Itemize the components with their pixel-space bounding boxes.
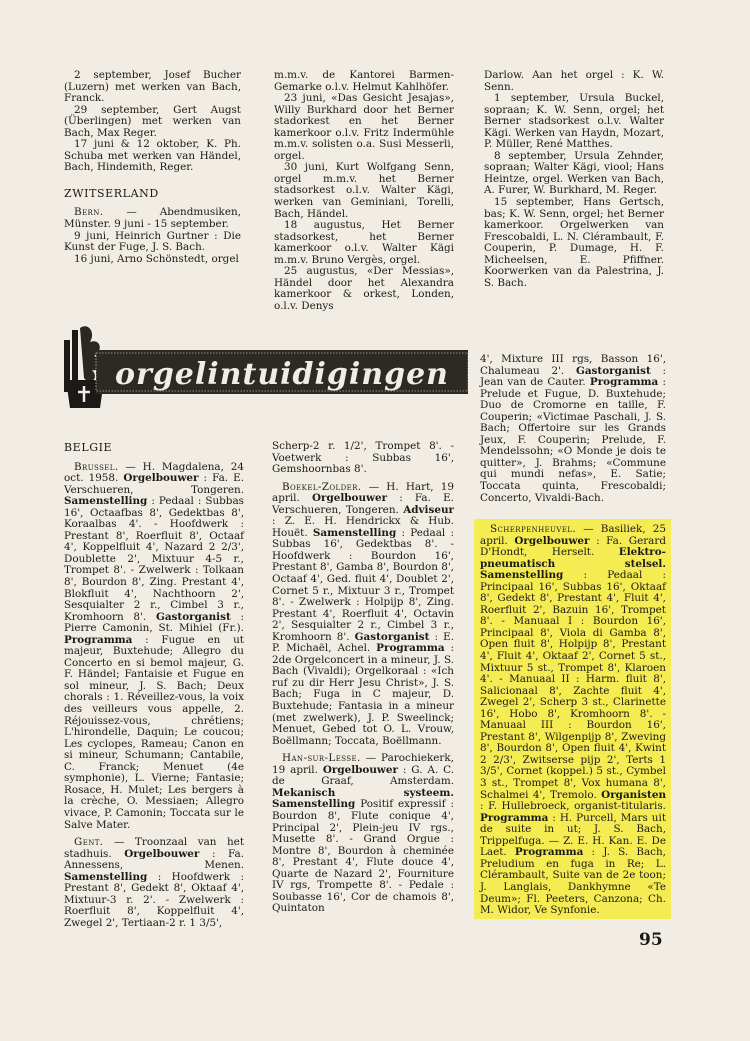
section-banner	[60, 320, 468, 410]
paragraph: 4', Mixture III rgs, Basson 16', Chalumeau 2'. Gastorganist : Jean van de Cauter. Programma : Prelude et Fugue, D. Buxtehude; Duo de Cromorne en taille, F. Couperin; «Victimae Paschali, J. S. Bach; Offertoire sur les Grands Jeux, F. Couperin; Prelude, F. Mendelssohn; «O Monde je dois te quitter», J. Brahms; «Commune qui mundi nefas», E. Satie; Toccata quinta, Frescobaldi; Concerto, Vivaldi-Bach.	[480, 353, 667, 504]
country-heading: BELGIE	[64, 441, 113, 454]
paragraph: 2 september, Josef Bucher (Luzern) met werken van Bach, Franck.	[64, 69, 241, 105]
paragraph: 1 september, Ursula Buckel, sopraan; K. W. Senn, orgel; het Berner stadsorkest o.l.v. Walter Kägi. Werken van Haydn, Mozart, P. Müller, René Matthes.	[484, 92, 664, 151]
belgie-column-3	[480, 354, 666, 516]
paragraph: Bern. — Abendmusiken, Münster. 9 juni - 15 september.	[64, 206, 241, 231]
paragraph: 30 juni, Kurt Wolfgang Senn, orgel m.m.v. het Berner stadsorkest o.l.v. Walter Kägi, werken van Geminiani, Torelli, Bach, Händel.	[274, 161, 454, 220]
paragraph: 16 juni, Arno Schönstedt, orgel	[74, 252, 239, 265]
paragraph: 17 juni & 12 oktober, K. Ph. Schuba met werken van Händel, Bach, Hindemith, Reger.	[64, 138, 241, 174]
belgie-column-2	[272, 441, 454, 948]
paragraph: m.m.v. de Kantorei Barmen-Gemarke o.l.v. Helmut Kahlhöfer.	[274, 69, 454, 93]
paragraph: 18 augustus, Het Berner stadsorkest, het Berner kamerkoor o.l.v. Walter Kägi m.m.v. Bruno Vergès, orgel.	[274, 219, 454, 266]
paragraph: Darlow. Aan het orgel : K. W. Senn.	[484, 69, 664, 93]
page-number: 95	[639, 930, 663, 950]
paragraph: 29 september, Gert Augst (Überlingen) met werken van Bach, Max Reger.	[64, 103, 241, 139]
belgie-column-3-highlighted	[480, 524, 666, 916]
top-column-2	[274, 69, 454, 312]
top-column-3	[484, 69, 664, 289]
paragraph: Boekel-Zolder. — H. Hart, 19 april. Orgelbouwer : Fa. E. Verschueren, Tongeren. Adviseur : Z. E. H. Hendrickx & Hub. Houët. Samenstelling : Pedaal : Subbas 16', Gedektbas 8'. - Hoofdwerk : Bourdon 16', Prestant 8', Gamba 8', Bourdon 8', Octaaf 4', Ged. fluit 4', Doublet 2', Cornet 5 r., Mixtuur 3 r., Trompet 8'. - Zwelwerk : Holpijp 8', Zing. Prestant 4', Roerfluit 4', Octavin 2', Sesquialter 2 r., Cimbel 3 r., Kromhoorn 8'. Gastorganist : E. P. Michaël, Achel. Programma : 2de Orgelconcert in a mineur, J. S. Bach (Vivaldi); Orgelkoraal : «Ich ruf zu dir Herr Jesu Christ», J. S. Bach; Fuga in C majeur, D. Buxtehude; Fantasia in a mineur (met zwelwerk), J. P. Sweelinck; Menuet, Gebed tot O. L. Vrouw, Boëllmann; Toccata, Boëllmann.	[272, 480, 455, 747]
banner-title: orgelintuidigingen	[115, 357, 449, 392]
paragraph: 23 juni, «Das Gesicht Jesajas», Willy Burkhard door het Berner stadorkest en het Berner kamerkoor o.l.v. Fritz Indermühle m.m.v. solisten o.a. Susi Messerli, orgel.	[274, 92, 454, 162]
paragraph: 15 september, Hans Gertsch, bas; K. W. Senn, orgel; het Berner kamerkoor. Orgelwerken van Frescobaldi, L. N. Clérambault, F. Couperin, P. Dumage, H. F. Micheelsen, E. Pfiffner. Koorwerken van da Palestrina, J. S. Bach.	[484, 196, 664, 289]
paragraph: 25 augustus, «Der Messias», Händel door het Alexandra kamerkoor & orkest, Londen, o.l.v. Denys	[274, 265, 454, 312]
belgie-column-1	[64, 428, 244, 948]
paragraph: Brussel. — H. Magdalena, 24 oct. 1958. Orgelbouwer : Fa. E. Verschueren, Tongeren. Samenstelling : Pedaal : Subbas 16', Octaafbas 8', Gedektbas 8', Koraalbas 4'. - Hoofdwerk : Prestant 8', Roerfluit 8', Octaaf 4', Koppelfluit 4', Nazard 2 2/3', Doublette 2', Mixtuur 4-5 r., Trompet 8'. - Zwelwerk : Tolkaan 8', Bourdon 8', Zing. Prestant 4', Blokfluit 4', Nachthoorn 2', Sesquialter 2 r., Cimbel 3 r., Kromhoorn 8'. Gastorganist : Pierre Camonin, St. Mihiel (Fr.). Programma : Fugue en ut majeur, Buxtehude; Allegro du Concerto en si bemol majeur, G. F. Händel; Fantaisie et Fugue en sol mineur, J. S. Bach; Deux chorals : 1. Réveillez-vous, la voix des veilleurs vous appelle, 2. Réjouissez-vous, chrétiens; L'hirondelle, Daquin; Le coucou; Les cyclopes, Rameau; Canon en si mineur, Schumann; Cantabile, C. Franck; Menuet (4e symphonie), L. Vierne; Fantasie; Rosace, H. Mulet; Les bergers à la crèche, O. Messiaen; Allegro vivace, P. Camonin; Toccata sur le Salve Mater.	[64, 460, 245, 831]
paragraph: Gent. — Troonzaal van het stadhuis. Orgelbouwer : Fa. Annessens, Menen. Samenstelling : Hoofdwerk : Prestant 8', Gedekt 8', Oktaaf 4', Mixtuur-3 r. 2'. - Zwelwerk : Roerfluit 8', Koppelfluit 4', Zwegel 2', Tertiaan-2 r. 1 3/5',	[64, 836, 244, 929]
paragraph: Scherp-2 r. 1/2', Trompet 8'. - Voetwerk : Subbas 16', Gemshoornbas 8'.	[272, 440, 454, 476]
paragraph: 8 september, Ursula Zehnder, sopraan; Walter Kägi, viool; Hans Heintze, orgel. Werken van Bach, A. Furer, W. Burkhard, M. Reger.	[484, 149, 664, 197]
city-name: Bern.	[74, 206, 104, 219]
paragraph: Scherpenheuvel. — Basiliek, 25 april. Orgelbouwer : Fa. Gerard D'Hondt, Herselt. Elektro-pneumatisch stelsel. Samenstelling : Pedaal : Principaal 16', Subbas 16', Oktaaf 8', Gedekt 8', Prestant 4', Fluit 4', Roerfluit 2', Bazuin 16', Trompet 8'. - Manuaal I : Bourdon 16', Principaal 8', Viola di Gamba 8', Open fluit 8', Holpijp 8', Prestant 4', Fluit 4', Oktaaf 2', Cornet 5 st., Mixtuur 5 st., Trompet 8', Klaroen 4'. - Manuaal II : Harm. fluit 8', Salicionaal 8', Zachte fluit 4', Zwegel 2', Scherp 3 st., Clarinette 16', Hobo 8', Kromhoorn 8'. - Manuaal III : Bourdon 16', Prestant 8', Wilgenpijp 8', Zweving 8', Bourdon 8', Open fluit 4', Kwint 2 2/3', Zwitserse pijp 2', Terts 1 3/5', Cornet (koppel.) 5 st., Cymbel 3 st., Trompet 8', Vox humana 8', Schalmei 4', Tremolo. Organisten : F. Hullebroeck, organist-titularis. Programma : H. Purcell, Mars uit de suite in ut; J. S. Bach, Trippelfuga. — Z. E. H. Kan. E. De Laet. Programma : J. S. Bach, Preludium en fuga in Re; L. Clérambault, Suite van de 2e toon; J. Langlais, Dankhymne «Te Deum»; Fl. Peeters, Canzona; Ch. M. Widor, Ve Synfonie.	[480, 523, 666, 917]
paragraph: Han-sur-Lesse. — Parochiekerk, 19 april. Orgelbouwer : G. A. C. de Graaf, Amsterdam. Mekanisch systeem. Samenstelling Positif expressif : Bourdon 8', Flute conique 4', Principal 2', Plein-jeu IV rgs., Musette 8'. - Grand Orgue : Montre 8', Bourdon à cheminée 8', Prestant 4', Flute douce 4', Quarte de Nazard 2', Fourniture IV rgs, Trompette 8'. - Pedale : Soubasse 16', Cor de chamois 8', Quintaton	[272, 752, 455, 915]
paragraph: 9 juni, Heinrich Gurtner : Die Kunst der Fuge, J. S. Bach.	[64, 229, 241, 254]
country-heading: ZWITSERLAND	[64, 186, 159, 200]
top-column-1	[64, 70, 241, 285]
